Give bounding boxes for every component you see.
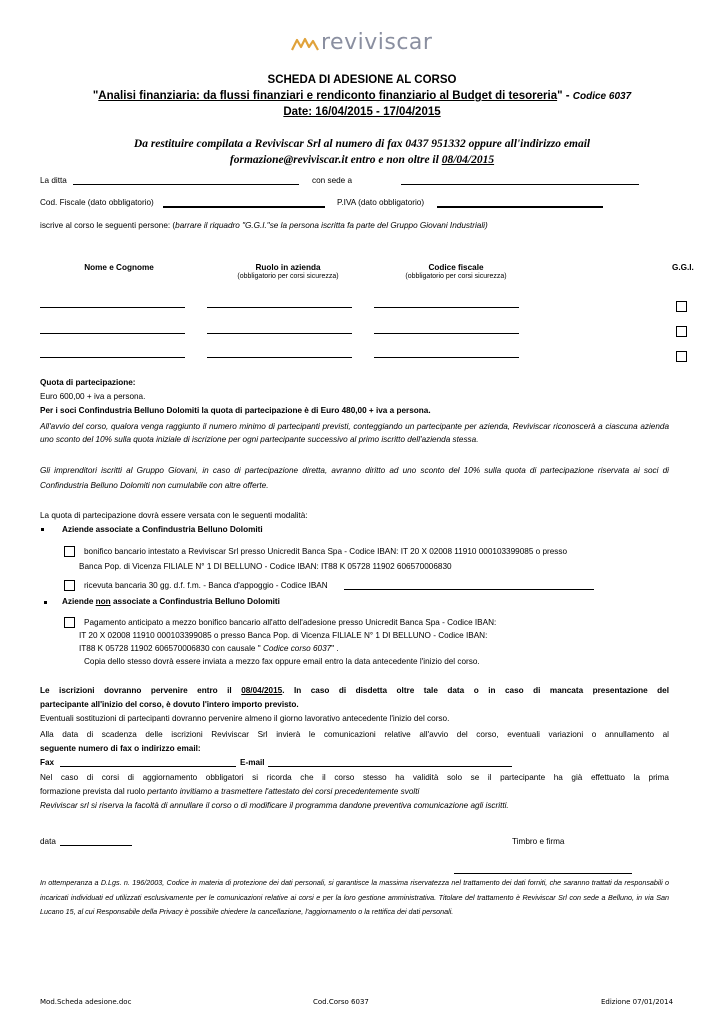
prepayment-line3-c: " . <box>331 644 339 653</box>
course-quote-open: " <box>92 90 99 102</box>
company-field[interactable] <box>73 184 299 185</box>
col-header-fiscal-note: (obbligatorio per corsi sicurezza) <box>405 273 507 280</box>
closing-b: . In caso di disdetta oltre tale data o in caso di mancata presentazione del <box>282 686 670 695</box>
fax-field[interactable] <box>60 766 236 767</box>
bank-receipt-label: ricevuta bancaria 30 gg. d.f. f.m. - Banca d'appoggio - Codice IBAN <box>84 581 328 590</box>
course-name: Analisi finanziaria: da flussi finanziari e rendiconto finanziario al Budget di tesoreria <box>98 90 558 102</box>
nonmembers-title-a: Aziende <box>62 597 96 606</box>
fee-amount: Euro 600,00 + iva a persona. <box>40 392 146 401</box>
mandatory-line2-b: pertanto invitiamo a trasmettere l'attestato dei corsi precedentemente svolti <box>147 787 420 796</box>
mandatory-line2 <box>40 786 419 798</box>
date-field[interactable] <box>60 845 132 846</box>
privacy-notice: In ottemperanza a D.Lgs. n. 196/2003, Codice in materia di protezione dei dati personali, si garantisce la massima riservatezza nel trattamento dei dati forniti, che saranno trattati da responsabili o incaricati individuati ed utilizzati esclusivamente per le comunicazioni relative ai corsi e per la loro gestione amministrativa. Titolare del trattamento è Reviviscar Srl con sede a Belluno, in via San Lucano 15, al cui Responsabile della Privacy è possibile chiedere la cancellazione, l'aggiornamento o la rettifica dei dati personali. <box>40 878 669 916</box>
return-note-line1: Da restituire compilata a Reviviscar Srl al numero di fax 0437 951332 oppure all'indirizzo email <box>133 138 591 150</box>
fee-members: Per i soci Confindustria Belluno Dolomiti la quota di partecipazione è di Euro 480,00 + iva a persona. <box>40 406 431 415</box>
prepayment-causale: Codice corso 6037 <box>260 644 332 653</box>
prepayment-line3-a: IT88 K 05728 11902 606570006830 con causale " <box>79 644 261 653</box>
vat-field[interactable] <box>437 206 603 208</box>
logo-text: reviviscar <box>321 30 433 55</box>
ggi-checkbox[interactable] <box>676 301 687 312</box>
bank-transfer-line1: bonifico bancario intestato a Reviviscar Srl presso Unicredit Banca Spa - Codice IBAN: IT 20 X 02008 11910 000103399085 o presso <box>84 547 568 556</box>
fee-discount: All'avvio del corso, qualora venga raggiunto il numero minimo di partecipanti previsti, conteggiando un partecipante per azienda, Reviviscar riconoscerà a ciascuna azienda uno sconto del 10% sulla quota iniziale di iscrizione per ogni partecipante successivo al primo iscritto dell'azienda stessa. <box>40 422 669 444</box>
course-quote-close: " - <box>557 90 573 102</box>
prepayment-line3 <box>79 643 339 655</box>
signature-field[interactable] <box>454 873 632 874</box>
col-header-ggi: G.G.I. <box>672 263 694 272</box>
nonmembers-title <box>62 596 280 608</box>
mandatory-line1: Nel caso di corsi di aggiornamento obbligatori si ricorda che il corso stesso ha validità solo se il partecipante ha già effettuato la prima <box>40 773 669 782</box>
participant-fiscal-field[interactable] <box>374 357 519 358</box>
col-header-fiscal: Codice fiscale <box>428 263 484 272</box>
enroll-note: barrare il riquadro "G.G.I."se la persona iscritta fa parte del Gruppo Giovani Industriali) <box>175 221 488 230</box>
email-label: E-mail <box>240 758 265 767</box>
vat-label: P.IVA (dato obbligatorio) <box>337 198 425 207</box>
members-title: Aziende associate a Confindustria Belluno Dolomiti <box>62 525 263 534</box>
bank-receipt-checkbox[interactable] <box>64 580 75 591</box>
participant-fiscal-field[interactable] <box>374 333 519 334</box>
participant-role-field[interactable] <box>207 307 352 308</box>
return-note-deadline: 08/04/2015 <box>441 154 495 166</box>
logo-mark-icon <box>291 36 319 52</box>
participant-name-field[interactable] <box>40 357 185 358</box>
prepayment-line2: IT 20 X 02008 11910 000103399085 o presso Banca Pop. di Vicenza FILIALE N° 1 DI BELLUNO - Codice IBAN: <box>79 631 488 640</box>
participant-name-field[interactable] <box>40 333 185 334</box>
ggi-checkbox[interactable] <box>676 351 687 362</box>
footer-right: Edizione 07/01/2014 <box>601 998 674 1006</box>
participant-role-field[interactable] <box>207 357 352 358</box>
course-code: Codice 6037 <box>572 91 632 102</box>
footer-left: Mod.Scheda adesione.doc <box>40 998 132 1006</box>
bullet-icon <box>44 601 47 604</box>
ggi-checkbox[interactable] <box>676 326 687 337</box>
col-header-role-note: (obbligatorio per corsi sicurezza) <box>237 273 339 280</box>
participant-role-field[interactable] <box>207 333 352 334</box>
bank-transfer-line2: Banca Pop. di Vicenza FILIALE N° 1 DI BELLUNO - Codice IBAN: IT88 K 05728 11902 606570006830 <box>79 562 452 571</box>
bullet-icon <box>41 528 44 531</box>
date-label: data <box>40 837 56 846</box>
participant-fiscal-field[interactable] <box>374 307 519 308</box>
enroll-text <box>40 220 488 232</box>
nonmembers-title-non: non <box>95 597 111 606</box>
substitutions: Eventuali sostituzioni di partecipanti dovranno pervenire almeno il giorno lavorativo antecedente l'inizio del corso. <box>40 714 450 723</box>
fax-label: Fax <box>40 758 55 767</box>
stamp-label: Timbro e firma <box>512 837 565 846</box>
participant-name-field[interactable] <box>40 307 185 308</box>
prepayment-checkbox[interactable] <box>64 617 75 628</box>
logo <box>291 30 441 56</box>
prepayment-line4: Copia dello stesso dovrà essere inviata a mezzo fax oppure email entro la data antecedente l'inizio del corso. <box>84 657 480 666</box>
nonmembers-title-b: associate a Confindustria Belluno Dolomiti <box>110 597 280 606</box>
col-header-name: Nome e Cognome <box>84 263 154 272</box>
closing-a: Le iscrizioni dovranno pervenire entro il <box>40 686 242 695</box>
prepayment-line1: Pagamento anticipato a mezzo bonifico bancario all'atto dell'adesione presso Unicredit Banca Spa - Codice IBAN: <box>84 618 497 627</box>
seat-label: con sede a <box>312 176 353 185</box>
company-label: La ditta <box>40 176 67 185</box>
footer-center: Cod.Corso 6037 <box>313 998 369 1006</box>
course-dates: Date: 16/04/2015 - 17/04/2015 <box>283 106 441 118</box>
email-field[interactable] <box>268 766 512 767</box>
fiscal-code-label: Cod. Fiscale (dato obbligatorio) <box>40 198 154 207</box>
comms-line2: seguente numero di fax o indirizzo email: <box>40 744 201 753</box>
closing-conditions <box>40 685 669 697</box>
mandatory-line2-a: formazione prevista dal ruolo <box>40 787 148 796</box>
form-title: SCHEDA DI ADESIONE AL CORSO <box>267 74 457 86</box>
fee-title: Quota di partecipazione: <box>40 378 136 387</box>
comms-line1: Alla data di scadenza delle iscrizioni Reviviscar Srl invierà le comunicazioni relative all'avvio del corso, eventuali variazioni o annullamento al <box>40 730 669 739</box>
col-header-role: Ruolo in azienda <box>255 263 321 272</box>
seat-field[interactable] <box>401 184 639 185</box>
bank-receipt-iban-field[interactable] <box>344 589 594 590</box>
return-note-email: formazione@reviviscar.it entro e non oltre il <box>229 154 442 166</box>
payment-intro: La quota di partecipazione dovrà essere versata con le seguenti modalità: <box>40 511 308 520</box>
bank-transfer-checkbox[interactable] <box>64 546 75 557</box>
fee-young: Gli imprenditori iscritti al Gruppo Giovani, in caso di partecipazione diretta, avranno diritto ad uno sconto del 10% sulla quota di partecipazione riservata ai soci di Confindustria Belluno Dolomiti non cumulabile con altre offerte. <box>40 466 669 490</box>
fiscal-code-field[interactable] <box>163 206 325 208</box>
closing-line2: partecipante all'inizio del corso, è dovuto l'intero importo previsto. <box>40 700 299 709</box>
cancel-note: Reviviscar srl si riserva la facoltà di annullare il corso o di modificare il programma dandone preventiva comunicazione agli iscritti. <box>40 801 509 810</box>
course-title <box>0 90 724 102</box>
return-note-line2 <box>0 154 724 166</box>
enroll-label: iscrive al corso le seguenti persone: ( <box>40 221 176 230</box>
closing-date: 08/04/2015 <box>241 686 283 695</box>
